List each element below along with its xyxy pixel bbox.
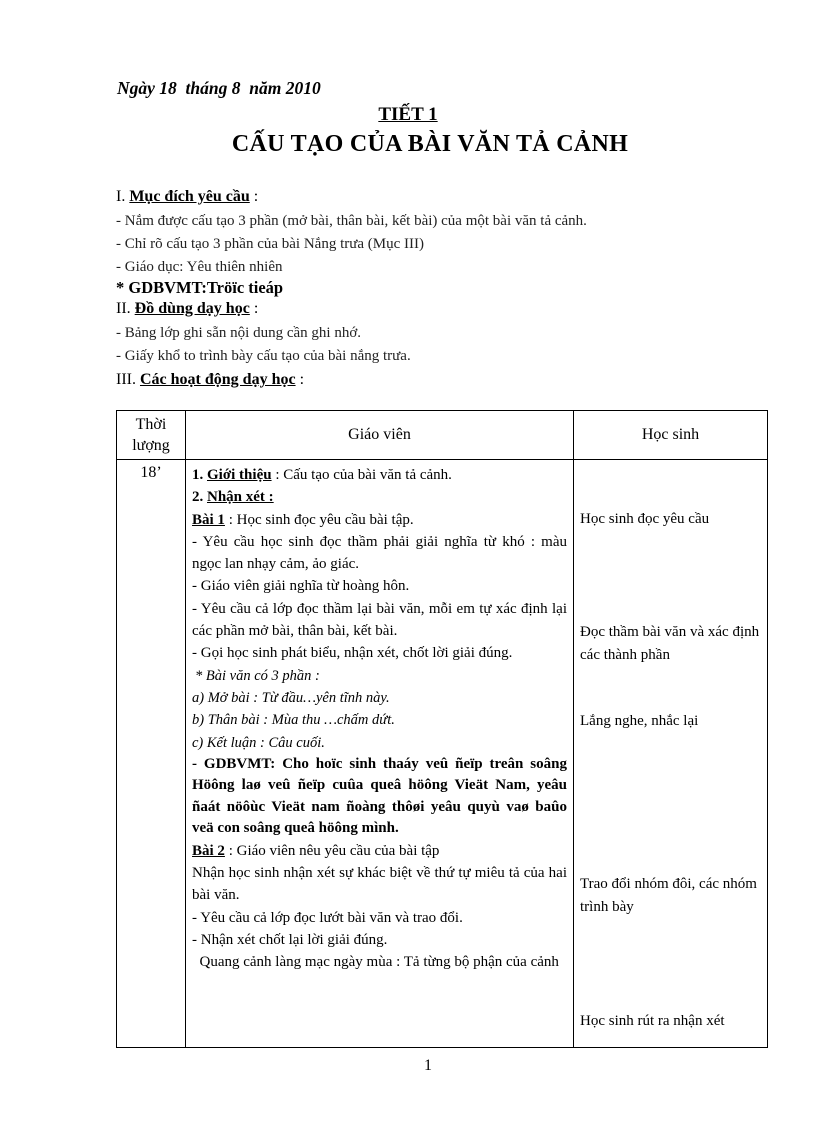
section-3-number: III. bbox=[116, 371, 140, 388]
header-time-line1: Thời bbox=[135, 416, 167, 433]
table-row bbox=[117, 460, 768, 1048]
page-title: CẤU TẠO CỦA BÀI VĂN TẢ CẢNH bbox=[231, 131, 629, 157]
section-2-item: - Bảng lớp ghi sẵn nội dung cần ghi nhớ. bbox=[116, 325, 362, 341]
section-3-colon: : bbox=[295, 371, 305, 388]
exercise-2-text: : Giáo viên nêu yêu cầu của bài tập bbox=[224, 842, 440, 859]
section-1-heading bbox=[116, 187, 258, 207]
section-1-item: - Chỉ rõ cấu tạo 3 phần của bài Nắng trưa (Mục III) bbox=[116, 236, 425, 252]
section-2-item: - Giấy khổ to trình bày cấu tạo của bài nắng trưa. bbox=[116, 348, 411, 364]
teacher-line: - Giáo viên giải nghĩa từ hoàng hôn. bbox=[192, 578, 410, 595]
time-cell: 18’ bbox=[117, 460, 186, 1048]
answer-line: * Bài văn có 3 phần : bbox=[195, 667, 320, 684]
exercise-1 bbox=[192, 509, 567, 531]
student-note: Đọc thầm bài văn và xác định các thành phần bbox=[580, 624, 760, 663]
student-note: Lắng nghe, nhắc lại bbox=[580, 713, 699, 729]
section-1-number: I. bbox=[116, 188, 130, 205]
review-number: 2. bbox=[192, 489, 207, 506]
lesson-number-text: TIẾT 1 bbox=[378, 104, 438, 125]
section-2-number: II. bbox=[116, 300, 135, 317]
teacher-cell bbox=[186, 460, 574, 1048]
gdbvmt-paragraph: - GDBVMT: Cho hoïc sinh thaáy veû ñeïp treân soâng Höông laø veû ñeïp cuûa queâ höông Vieät Nam, yeâu ñaát nöôùc Vieät nam ñoàng thôøi yeâu quyù vaø baûo veä con soâng queâ höông mình. bbox=[192, 755, 567, 837]
intro-heading: Giới thiệu bbox=[207, 467, 272, 483]
teacher-line: - Gọi học sinh phát biểu, nhận xét, chốt lời giải đúng. bbox=[192, 645, 513, 662]
section-2-colon: : bbox=[249, 300, 259, 317]
teacher-line: Nhận học sinh nhận xét sự khác biệt về thứ tự miêu tả của hai bài văn. bbox=[192, 865, 567, 904]
gdbvmt-note: * GDBVMT:Tröïc tieáp bbox=[116, 278, 284, 297]
lesson-date: Ngày 18 tháng 8 năm 2010 bbox=[117, 78, 321, 98]
table-header-row bbox=[117, 411, 768, 460]
section-1-title: Mục đích yêu cầu bbox=[129, 188, 250, 205]
intro-text: : Cấu tạo của bài văn tả cảnh. bbox=[271, 467, 452, 483]
intro-number: 1. bbox=[192, 467, 207, 483]
exercise-2-heading: Bài 2 bbox=[192, 842, 225, 859]
student-note: Học sinh đọc yêu cầu bbox=[580, 511, 710, 527]
lesson-number bbox=[0, 104, 816, 126]
section-1-item: - Giáo dục: Yêu thiên nhiên bbox=[116, 259, 283, 275]
section-3-heading bbox=[116, 370, 304, 390]
teacher-review-heading bbox=[192, 486, 567, 508]
student-note: Học sinh rút ra nhận xét bbox=[580, 1013, 725, 1029]
section-1-colon: : bbox=[249, 188, 259, 205]
section-2-title: Đồ dùng dạy học bbox=[134, 300, 250, 317]
teacher-line: - Nhận xét chốt lại lời giải đúng. bbox=[192, 932, 388, 949]
teacher-line: - Yêu cầu học sinh đọc thầm phải giải nghĩa từ khó : màu ngọc lan nhạy cảm, ảo giác. bbox=[192, 533, 567, 573]
exercise-1-heading: Bài 1 bbox=[192, 511, 225, 528]
section-2-heading bbox=[116, 299, 258, 319]
page-number: 1 bbox=[424, 1057, 432, 1074]
header-time bbox=[117, 411, 186, 460]
section-1-item: - Nắm được cấu tạo 3 phần (mở bài, thân bài, kết bài) của một bài văn tả cảnh. bbox=[116, 213, 587, 229]
answer-line: b) Thân bài : Mùa thu …chấm dứt. bbox=[192, 712, 395, 729]
student-note: Trao đổi nhóm đôi, các nhóm trình bày bbox=[580, 876, 757, 915]
review-heading: Nhận xét : bbox=[207, 489, 274, 506]
exercise-2 bbox=[192, 840, 567, 862]
header-student: Học sinh bbox=[574, 411, 768, 460]
answer-line: a) Mở bài : Từ đầu…yên tĩnh này. bbox=[192, 689, 390, 706]
exercise-1-text: : Học sinh đọc yêu cầu bài tập. bbox=[224, 511, 414, 528]
header-teacher: Giáo viên bbox=[186, 411, 574, 460]
activities-table bbox=[116, 410, 768, 1048]
section-3-title: Các hoạt động dạy học bbox=[139, 371, 296, 388]
teacher-line: - Yêu cầu cả lớp đọc lướt bài văn và trao đổi. bbox=[192, 909, 463, 926]
teacher-line: - Yêu cầu cả lớp đọc thầm lại bài văn, mỗi em tự xác định lại các phần mở bài, thân bài, kết bài. bbox=[192, 600, 567, 640]
teacher-intro bbox=[192, 464, 567, 486]
teacher-line: Quang cảnh làng mạc ngày mùa : Tả từng bộ phận của cảnh bbox=[192, 954, 559, 971]
answer-line: c) Kết luận : Câu cuối. bbox=[192, 734, 325, 751]
header-time-line2: lượng bbox=[132, 437, 170, 454]
student-cell bbox=[574, 460, 768, 1048]
